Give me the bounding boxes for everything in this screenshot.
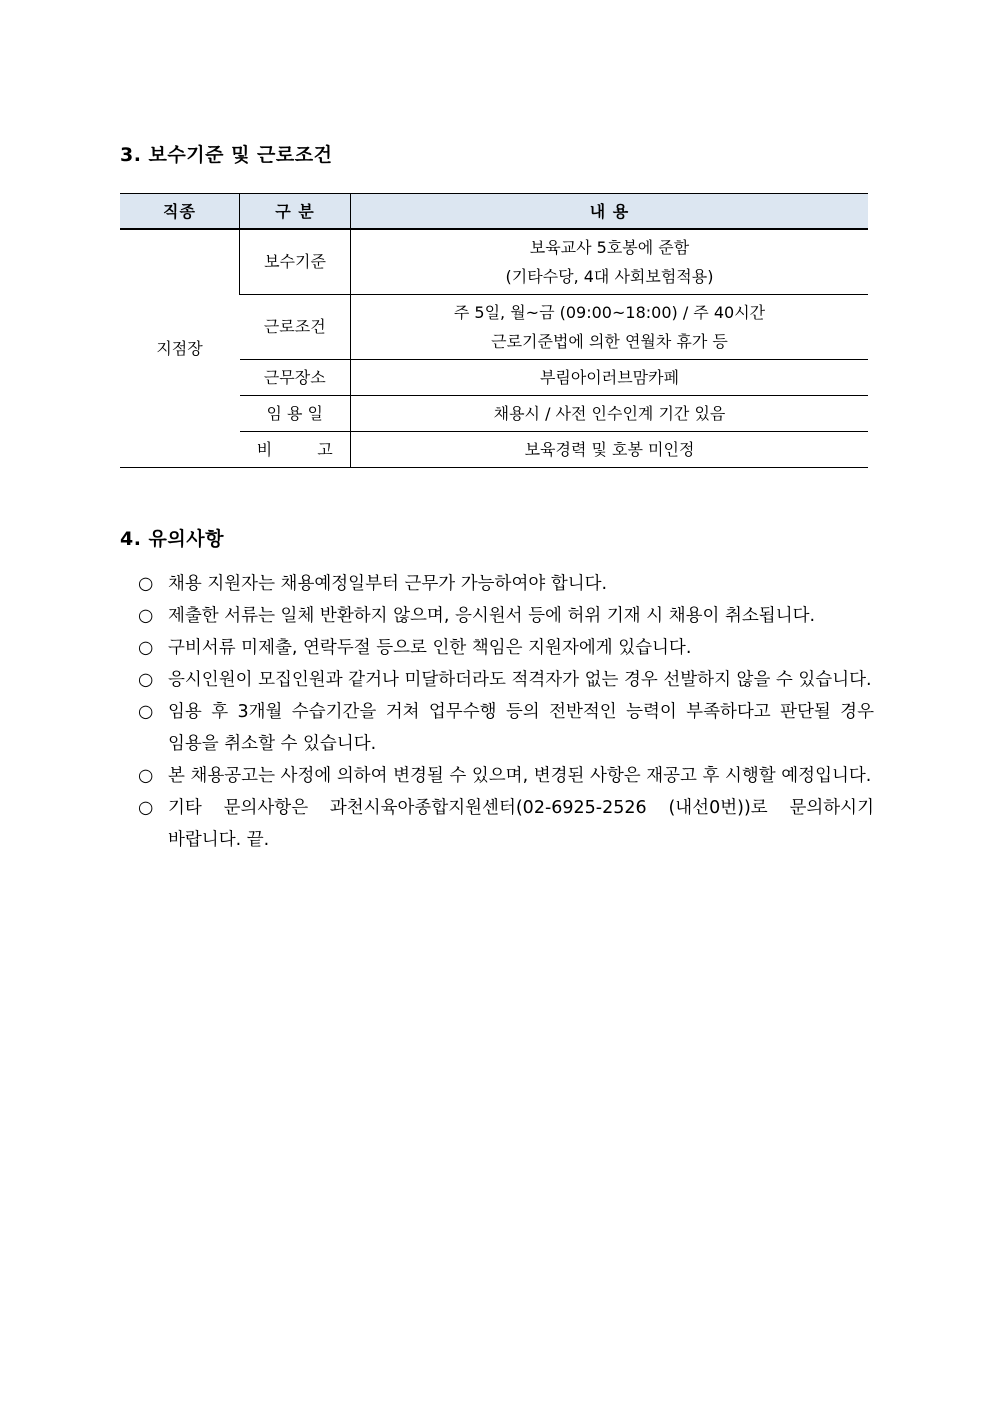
circle-bullet-icon: ○ — [138, 638, 154, 658]
note-text: 채용 지원자는 채용예정일부터 근무가 가능하여야 합니다. — [168, 574, 608, 594]
note-text: 임용 후 3개월 수습기간을 거쳐 업무수행 등의 전반적인 능력이 부족하다고 판단될 경우 임용을 취소할 수 있습니다. — [168, 702, 874, 754]
header-job-type: 직종 — [120, 194, 240, 230]
row-content: 보육경력 및 호봉 미인정 — [351, 431, 869, 467]
list-item — [138, 568, 874, 600]
circle-bullet-icon: ○ — [138, 766, 154, 786]
header-content: 내 용 — [351, 194, 869, 230]
note-text: 제출한 서류는 일체 반환하지 않으며, 응시원서 등에 허위 기재 시 채용이 취소됩니다. — [168, 606, 816, 626]
row-content-line: 근로기준법에 의한 연월차 휴가 등 — [491, 331, 728, 351]
row-label: 보수기준 — [240, 229, 351, 294]
circle-bullet-icon: ○ — [138, 606, 154, 626]
note-text: 구비서류 미제출, 연락두절 등으로 인한 책임은 지원자에게 있습니다. — [168, 638, 692, 658]
pay-conditions-table — [120, 193, 868, 468]
row-content — [351, 229, 869, 294]
circle-bullet-icon: ○ — [138, 670, 154, 690]
section-heading-notes: 4. 유의사항 — [120, 528, 224, 550]
job-type-cell: 지점장 — [120, 229, 240, 467]
list-item — [138, 792, 874, 856]
note-text: 기타 문의사항은 과천시육아종합지원센터(02-6925-2526 (내선0번))로 문의하시기 바랍니다. 끝. — [168, 798, 874, 850]
row-label: 비 고 — [240, 431, 351, 467]
list-item — [138, 600, 874, 632]
row-content-line: (기타수당, 4대 사회보험적용) — [505, 266, 714, 286]
header-category: 구 분 — [240, 194, 351, 230]
row-label: 근무장소 — [240, 359, 351, 395]
notes-list — [138, 568, 874, 856]
row-label: 근로조건 — [240, 294, 351, 359]
list-item — [138, 664, 874, 696]
row-content-line: 주 5일, 월~금 (09:00~18:00) / 주 40시간 — [453, 302, 766, 322]
row-content-line: 보육교사 5호봉에 준함 — [529, 237, 690, 257]
section-heading-pay-conditions: 3. 보수기준 및 근로조건 — [120, 144, 333, 166]
note-text: 본 채용공고는 사정에 의하여 변경될 수 있으며, 변경된 사항은 재공고 후 시행할 예정입니다. — [168, 766, 872, 786]
circle-bullet-icon: ○ — [138, 798, 154, 818]
list-item — [138, 632, 874, 664]
row-content: 채용시 / 사전 인수인계 기간 있음 — [351, 395, 869, 431]
circle-bullet-icon: ○ — [138, 574, 154, 594]
table-row — [120, 229, 868, 294]
row-label: 임 용 일 — [240, 395, 351, 431]
table-header-row — [120, 194, 868, 230]
circle-bullet-icon: ○ — [138, 702, 154, 722]
list-item — [138, 760, 874, 792]
row-content — [351, 294, 869, 359]
row-content: 부림아이러브맘카페 — [351, 359, 869, 395]
note-text: 응시인원이 모집인원과 같거나 미달하더라도 적격자가 없는 경우 선발하지 않을 수 있습니다. — [168, 670, 872, 690]
list-item — [138, 696, 874, 760]
